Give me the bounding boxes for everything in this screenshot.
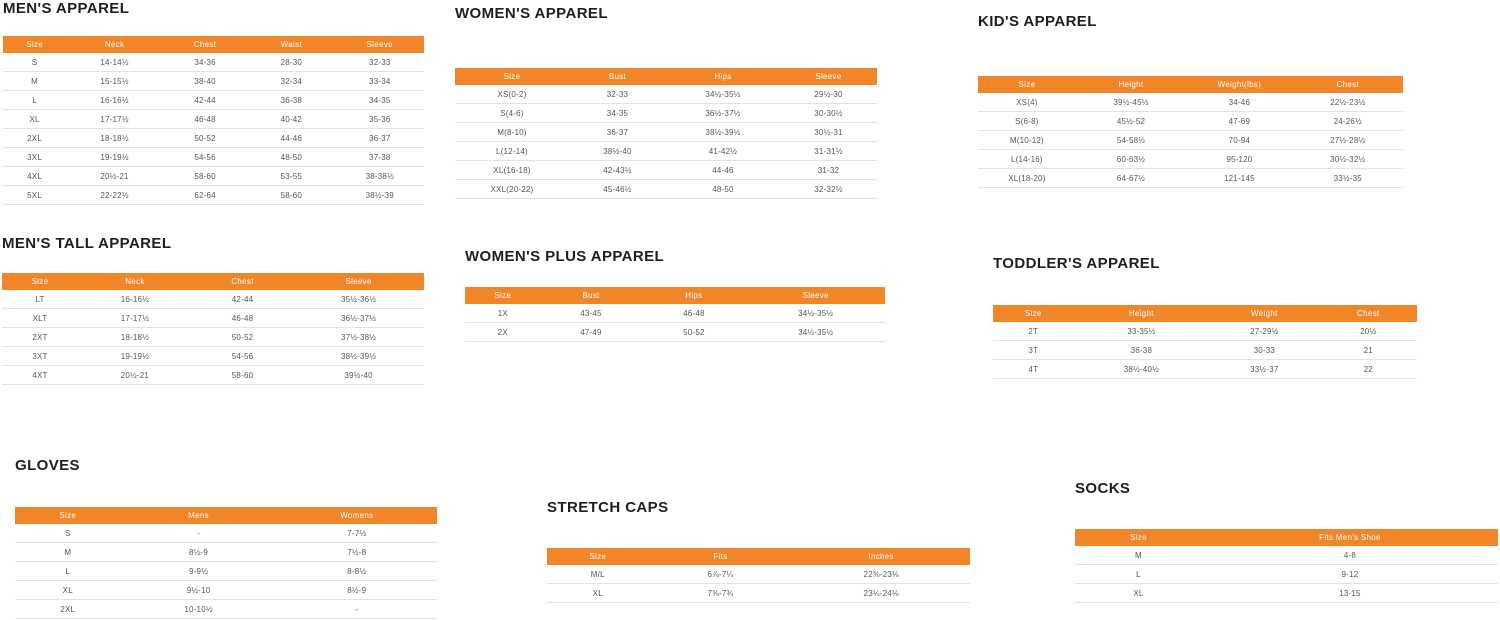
size-table-kids-apparel bbox=[978, 76, 1403, 188]
table-cell: 95-120 bbox=[1186, 150, 1292, 169]
table-row bbox=[2, 290, 424, 309]
size-cell: S(6-8) bbox=[978, 112, 1076, 131]
column-header: Inches bbox=[792, 548, 970, 565]
section-kids-apparel bbox=[978, 13, 1403, 188]
table-cell: 15-15½ bbox=[66, 72, 163, 91]
header-row bbox=[455, 68, 877, 85]
table-cell: 7-7½ bbox=[277, 524, 437, 543]
size-cell: XL(18-20) bbox=[978, 169, 1076, 188]
table-cell: 27-29½ bbox=[1209, 322, 1319, 341]
table-title: GLOVES bbox=[15, 457, 80, 474]
table-title: MEN'S TALL APPAREL bbox=[2, 235, 172, 252]
table-cell: 42-43½ bbox=[569, 161, 666, 180]
table-cell: 20½-21 bbox=[66, 167, 163, 186]
size-cell: 2XT bbox=[2, 328, 78, 347]
size-table-stretch-caps bbox=[547, 548, 970, 603]
section-womens-apparel bbox=[455, 5, 877, 199]
table-cell: 32-33 bbox=[336, 53, 424, 72]
column-header: Womens bbox=[277, 507, 437, 524]
size-cell: 5XL bbox=[3, 186, 66, 205]
table-cell: 8½-9 bbox=[121, 543, 277, 562]
table-cell: 36-37 bbox=[336, 129, 424, 148]
table-cell: 34-35 bbox=[569, 104, 666, 123]
column-header: Fits Men's Shoe bbox=[1202, 529, 1498, 546]
section-stretch-caps bbox=[547, 499, 970, 603]
table-cell: 36-37 bbox=[569, 123, 666, 142]
size-cell: L bbox=[1075, 565, 1202, 584]
column-header: Waist bbox=[247, 36, 335, 53]
table-cell: 50-52 bbox=[163, 129, 247, 148]
table-row bbox=[15, 524, 437, 543]
table-cell: 30½-31 bbox=[780, 123, 877, 142]
table-cell: 50-52 bbox=[641, 323, 746, 342]
table-cell: 17-17½ bbox=[78, 309, 192, 328]
header-row bbox=[1075, 529, 1498, 546]
size-cell: S bbox=[15, 524, 121, 543]
table-row bbox=[15, 562, 437, 581]
section-gloves bbox=[15, 457, 437, 619]
size-cell: L(12-14) bbox=[455, 142, 569, 161]
table-title: TODDLER'S APPAREL bbox=[993, 255, 1160, 272]
table-row bbox=[3, 53, 424, 72]
table-cell: 23¼-24⅛ bbox=[792, 584, 970, 603]
table-cell: 16-16½ bbox=[78, 290, 192, 309]
table-cell: 70-94 bbox=[1186, 131, 1292, 150]
table-cell: 10-10½ bbox=[121, 600, 277, 619]
table-cell: 30-33 bbox=[1209, 341, 1319, 360]
table-cell: 42-44 bbox=[192, 290, 293, 309]
size-table-socks bbox=[1075, 529, 1498, 603]
table-cell: 46-48 bbox=[192, 309, 293, 328]
table-cell: 20½ bbox=[1319, 322, 1417, 341]
table-cell: 38-38½ bbox=[336, 167, 424, 186]
table-cell: - bbox=[121, 524, 277, 543]
table-row bbox=[3, 167, 424, 186]
table-cell: 64-67½ bbox=[1076, 169, 1187, 188]
table-cell: 38½-40 bbox=[569, 142, 666, 161]
table-cell: 36-38 bbox=[247, 91, 335, 110]
table-cell: 121-145 bbox=[1186, 169, 1292, 188]
table-cell: 22½-23½ bbox=[1293, 93, 1404, 112]
table-cell: 34-35 bbox=[336, 91, 424, 110]
table-cell: 33½-35 bbox=[1293, 169, 1404, 188]
size-cell: S(4-6) bbox=[455, 104, 569, 123]
table-cell: 62-64 bbox=[163, 186, 247, 205]
table-cell: 7½-8 bbox=[277, 543, 437, 562]
table-cell: 37½-38½ bbox=[293, 328, 424, 347]
table-cell: 44-46 bbox=[666, 161, 780, 180]
table-cell: 20½-21 bbox=[78, 366, 192, 385]
section-womens-plus-apparel bbox=[465, 248, 885, 342]
size-cell: XL bbox=[1075, 584, 1202, 603]
size-cell: S bbox=[3, 53, 66, 72]
table-row bbox=[978, 169, 1403, 188]
column-header: Sleeve bbox=[293, 273, 424, 290]
table-cell: 37-38 bbox=[336, 148, 424, 167]
table-cell: 32-32½ bbox=[780, 180, 877, 199]
table-cell: 53-55 bbox=[247, 167, 335, 186]
table-row bbox=[465, 323, 885, 342]
column-header: Weight(lbs) bbox=[1186, 76, 1292, 93]
table-cell: 19-19½ bbox=[78, 347, 192, 366]
column-header: Chest bbox=[1293, 76, 1404, 93]
table-cell: 58-60 bbox=[247, 186, 335, 205]
size-cell: XL bbox=[3, 110, 66, 129]
table-row bbox=[993, 322, 1417, 341]
size-cell: 4T bbox=[993, 360, 1074, 379]
column-header: Size bbox=[1075, 529, 1202, 546]
size-cell: 3XT bbox=[2, 347, 78, 366]
column-header: Size bbox=[465, 287, 541, 304]
table-cell: 47-49 bbox=[541, 323, 642, 342]
size-table-mens-apparel bbox=[3, 36, 424, 205]
size-cell: 2XL bbox=[15, 600, 121, 619]
column-header: Sleeve bbox=[780, 68, 877, 85]
table-cell: 18-18½ bbox=[78, 328, 192, 347]
table-cell: 34½-35½ bbox=[746, 304, 885, 323]
table-row bbox=[978, 131, 1403, 150]
column-header: Size bbox=[2, 273, 78, 290]
table-row bbox=[547, 584, 970, 603]
table-row bbox=[2, 309, 424, 328]
table-cell: 13-15 bbox=[1202, 584, 1498, 603]
table-title: KID'S APPAREL bbox=[978, 13, 1097, 30]
size-cell: XL bbox=[15, 581, 121, 600]
table-row bbox=[1075, 546, 1498, 565]
table-title: STRETCH CAPS bbox=[547, 499, 669, 516]
table-cell: - bbox=[277, 600, 437, 619]
table-row bbox=[3, 186, 424, 205]
table-cell: 38½-39½ bbox=[293, 347, 424, 366]
table-cell: 38½-39½ bbox=[666, 123, 780, 142]
table-cell: 34½-35½ bbox=[746, 323, 885, 342]
header-row bbox=[993, 305, 1417, 322]
table-cell: 18-18½ bbox=[66, 129, 163, 148]
column-header: Size bbox=[3, 36, 66, 53]
column-header: Height bbox=[1074, 305, 1210, 322]
column-header: Bust bbox=[541, 287, 642, 304]
table-cell: 24-26½ bbox=[1293, 112, 1404, 131]
header-row bbox=[978, 76, 1403, 93]
table-cell: 32-33 bbox=[569, 85, 666, 104]
table-cell: 9-9½ bbox=[121, 562, 277, 581]
size-table-womens-apparel bbox=[455, 68, 877, 199]
table-cell: 48-50 bbox=[247, 148, 335, 167]
table-cell: 22 bbox=[1319, 360, 1417, 379]
table-cell: 48-50 bbox=[666, 180, 780, 199]
size-cell: 1X bbox=[465, 304, 541, 323]
size-cell: XXL(20-22) bbox=[455, 180, 569, 199]
table-row bbox=[978, 93, 1403, 112]
table-cell: 22-22½ bbox=[66, 186, 163, 205]
table-row bbox=[547, 565, 970, 584]
table-row bbox=[2, 347, 424, 366]
table-row bbox=[1075, 584, 1498, 603]
table-row bbox=[978, 150, 1403, 169]
column-header: Size bbox=[15, 507, 121, 524]
table-cell: 9-12 bbox=[1202, 565, 1498, 584]
table-row bbox=[455, 142, 877, 161]
table-cell: 58-60 bbox=[192, 366, 293, 385]
table-cell: 22⅜-23⅛ bbox=[792, 565, 970, 584]
section-socks bbox=[1075, 480, 1498, 603]
column-header: Hips bbox=[641, 287, 746, 304]
table-cell: 54-58½ bbox=[1076, 131, 1187, 150]
table-cell: 17-17½ bbox=[66, 110, 163, 129]
table-row bbox=[978, 112, 1403, 131]
table-cell: 35½-36½ bbox=[293, 290, 424, 309]
table-row bbox=[15, 600, 437, 619]
column-header: Neck bbox=[78, 273, 192, 290]
table-cell: 8-8½ bbox=[277, 562, 437, 581]
size-cell: L(14-16) bbox=[978, 150, 1076, 169]
size-cell: 2XL bbox=[3, 129, 66, 148]
table-title: WOMEN'S APPAREL bbox=[455, 5, 608, 22]
size-cell: XS(0-2) bbox=[455, 85, 569, 104]
size-table-mens-tall-apparel bbox=[2, 273, 424, 385]
table-cell: 46-48 bbox=[163, 110, 247, 129]
table-cell: 33-35½ bbox=[1074, 322, 1210, 341]
table-title: MEN'S APPAREL bbox=[3, 0, 130, 17]
table-cell: 6⅞-7¼ bbox=[649, 565, 793, 584]
table-cell: 21 bbox=[1319, 341, 1417, 360]
size-table-toddlers-apparel bbox=[993, 305, 1417, 379]
table-cell: 29½-30 bbox=[780, 85, 877, 104]
table-cell: 39½-40 bbox=[293, 366, 424, 385]
table-cell: 34½-35½ bbox=[666, 85, 780, 104]
table-cell: 36-38 bbox=[1074, 341, 1210, 360]
table-cell: 33-34 bbox=[336, 72, 424, 91]
table-cell: 19-19½ bbox=[66, 148, 163, 167]
table-row bbox=[993, 341, 1417, 360]
table-row bbox=[455, 123, 877, 142]
table-cell: 8½-9 bbox=[277, 581, 437, 600]
table-title: SOCKS bbox=[1075, 480, 1131, 497]
table-cell: 30-30½ bbox=[780, 104, 877, 123]
table-row bbox=[3, 91, 424, 110]
column-header: Bust bbox=[569, 68, 666, 85]
table-cell: 41-42½ bbox=[666, 142, 780, 161]
table-cell: 36½-37½ bbox=[666, 104, 780, 123]
table-row bbox=[3, 129, 424, 148]
table-row bbox=[3, 110, 424, 129]
table-cell: 7⅜-7¾ bbox=[649, 584, 793, 603]
column-header: Weight bbox=[1209, 305, 1319, 322]
size-cell: M/L bbox=[547, 565, 649, 584]
table-cell: 39½-45½ bbox=[1076, 93, 1187, 112]
size-cell: XL(16-18) bbox=[455, 161, 569, 180]
size-cell: 2T bbox=[993, 322, 1074, 341]
column-header: Neck bbox=[66, 36, 163, 53]
size-table-womens-plus-apparel bbox=[465, 287, 885, 342]
column-header: Sleeve bbox=[746, 287, 885, 304]
table-row bbox=[15, 543, 437, 562]
size-cell: XL bbox=[547, 584, 649, 603]
size-cell: M(8-10) bbox=[455, 123, 569, 142]
table-cell: 30½-32½ bbox=[1293, 150, 1404, 169]
size-cell: M bbox=[1075, 546, 1202, 565]
table-row bbox=[455, 85, 877, 104]
table-row bbox=[2, 328, 424, 347]
table-row bbox=[3, 72, 424, 91]
table-cell: 42-44 bbox=[163, 91, 247, 110]
column-header: Size bbox=[993, 305, 1074, 322]
table-cell: 16-16½ bbox=[66, 91, 163, 110]
size-table-gloves bbox=[15, 507, 437, 619]
table-cell: 14-14½ bbox=[66, 53, 163, 72]
column-header: Sleeve bbox=[336, 36, 424, 53]
column-header: Size bbox=[547, 548, 649, 565]
table-cell: 38½-39 bbox=[336, 186, 424, 205]
column-header: Size bbox=[978, 76, 1076, 93]
size-cell: L bbox=[15, 562, 121, 581]
table-cell: 28-30 bbox=[247, 53, 335, 72]
table-cell: 40-42 bbox=[247, 110, 335, 129]
header-row bbox=[15, 507, 437, 524]
table-cell: 35-36 bbox=[336, 110, 424, 129]
size-cell: M(10-12) bbox=[978, 131, 1076, 150]
size-cell: 4XT bbox=[2, 366, 78, 385]
table-row bbox=[465, 304, 885, 323]
header-row bbox=[547, 548, 970, 565]
size-cell: 4XL bbox=[3, 167, 66, 186]
table-cell: 54-56 bbox=[163, 148, 247, 167]
column-header: Size bbox=[455, 68, 569, 85]
table-cell: 44-46 bbox=[247, 129, 335, 148]
size-cell: XS(4) bbox=[978, 93, 1076, 112]
column-header: Chest bbox=[1319, 305, 1417, 322]
table-cell: 45½-52 bbox=[1076, 112, 1187, 131]
section-mens-tall-apparel bbox=[2, 235, 424, 385]
table-row bbox=[455, 161, 877, 180]
table-cell: 38½-40½ bbox=[1074, 360, 1210, 379]
table-row bbox=[455, 104, 877, 123]
table-row bbox=[2, 366, 424, 385]
table-cell: 50-52 bbox=[192, 328, 293, 347]
table-cell: 9½-10 bbox=[121, 581, 277, 600]
table-cell: 38-40 bbox=[163, 72, 247, 91]
size-cell: L bbox=[3, 91, 66, 110]
section-mens-apparel bbox=[3, 0, 424, 205]
header-row bbox=[3, 36, 424, 53]
table-row bbox=[15, 581, 437, 600]
column-header: Fits bbox=[649, 548, 793, 565]
table-row bbox=[3, 148, 424, 167]
section-toddlers-apparel bbox=[993, 255, 1417, 379]
column-header: Chest bbox=[192, 273, 293, 290]
column-header: Hips bbox=[666, 68, 780, 85]
table-cell: 45-46½ bbox=[569, 180, 666, 199]
size-cell: 3XL bbox=[3, 148, 66, 167]
table-cell: 34-46 bbox=[1186, 93, 1292, 112]
size-cell: M bbox=[15, 543, 121, 562]
table-cell: 31-32 bbox=[780, 161, 877, 180]
size-cell: LT bbox=[2, 290, 78, 309]
table-cell: 58-60 bbox=[163, 167, 247, 186]
size-cell: 2X bbox=[465, 323, 541, 342]
size-cell: M bbox=[3, 72, 66, 91]
table-cell: 32-34 bbox=[247, 72, 335, 91]
table-cell: 46-48 bbox=[641, 304, 746, 323]
table-title: WOMEN'S PLUS APPAREL bbox=[465, 248, 665, 265]
column-header: Height bbox=[1076, 76, 1187, 93]
column-header: Mens bbox=[121, 507, 277, 524]
table-cell: 33½-37 bbox=[1209, 360, 1319, 379]
table-row bbox=[455, 180, 877, 199]
header-row bbox=[2, 273, 424, 290]
table-cell: 60-63½ bbox=[1076, 150, 1187, 169]
table-cell: 43-45 bbox=[541, 304, 642, 323]
size-cell: XLT bbox=[2, 309, 78, 328]
table-cell: 47-69 bbox=[1186, 112, 1292, 131]
table-cell: 27½-28½ bbox=[1293, 131, 1404, 150]
column-header: Chest bbox=[163, 36, 247, 53]
table-row bbox=[993, 360, 1417, 379]
table-cell: 34-36 bbox=[163, 53, 247, 72]
table-cell: 36½-37½ bbox=[293, 309, 424, 328]
table-cell: 54-56 bbox=[192, 347, 293, 366]
size-cell: 3T bbox=[993, 341, 1074, 360]
table-row bbox=[1075, 565, 1498, 584]
table-cell: 31-31½ bbox=[780, 142, 877, 161]
table-cell: 4-8 bbox=[1202, 546, 1498, 565]
header-row bbox=[465, 287, 885, 304]
